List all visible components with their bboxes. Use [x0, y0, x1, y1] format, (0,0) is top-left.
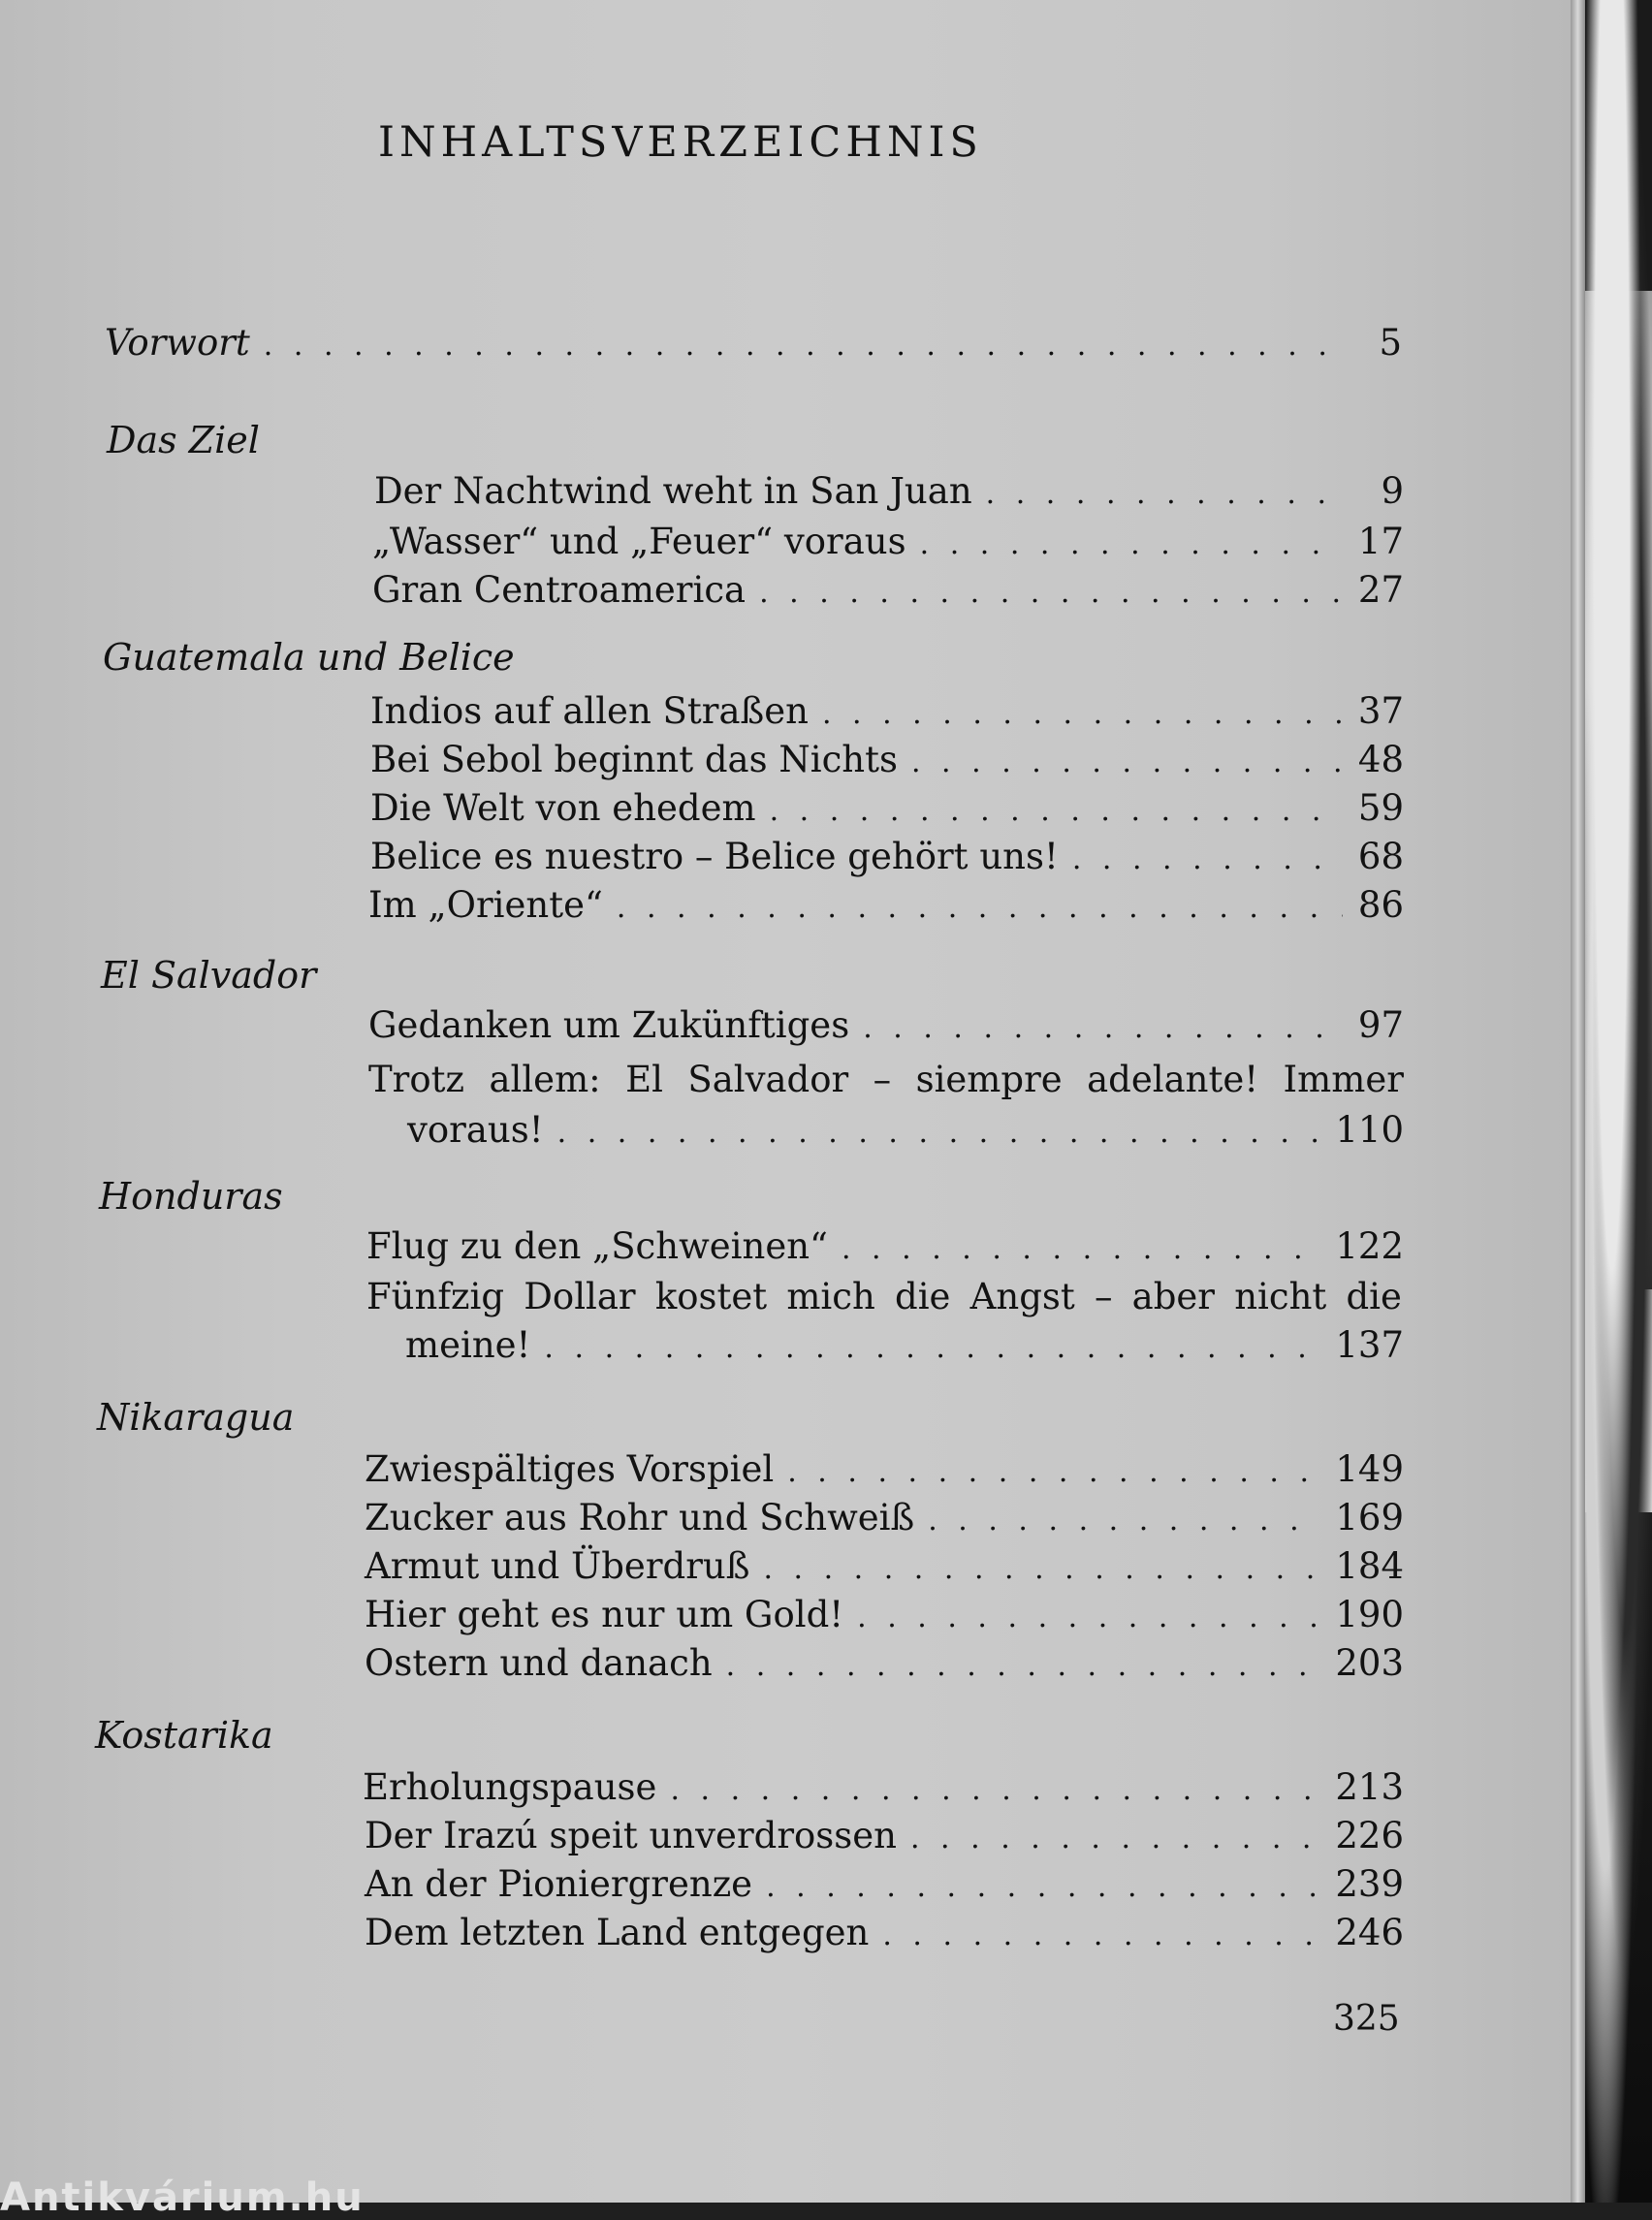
toc-entry-page: 246 [1335, 1912, 1404, 1953]
toc-entry [370, 739, 1404, 780]
word: nicht [1234, 1276, 1327, 1317]
leader-dots [920, 527, 1343, 561]
leader-dots [910, 1822, 1319, 1855]
word: Dollar [524, 1276, 636, 1317]
toc-entry [363, 1766, 1404, 1808]
leader-dots [670, 1773, 1319, 1807]
toc-entry-label: Zucker aus Rohr und Schweiß [365, 1497, 915, 1538]
toc-entry [370, 690, 1404, 732]
toc-entry [405, 1324, 1404, 1366]
section-heading: Das Ziel [107, 419, 260, 461]
word: die [895, 1276, 951, 1317]
toc-entry-page: 17 [1357, 521, 1404, 562]
toc-entry [372, 521, 1404, 562]
toc-entry-label: Armut und Überdruß [365, 1545, 750, 1587]
toc-entry-label: Dem letzten Land entgegen [365, 1912, 870, 1953]
word: mich [786, 1276, 875, 1317]
page-title: INHALTSVERZEICHNIS [378, 118, 983, 167]
section-heading: El Salvador [101, 954, 317, 997]
toc-entry-label: Belice es nuestro – Belice gehört uns! [370, 836, 1059, 877]
toc-entry [407, 1109, 1404, 1151]
toc-entry-page: 9 [1381, 470, 1404, 512]
toc-entry [365, 1912, 1404, 1953]
toc-entry-label: Der Nachtwind weht in San Juan [374, 470, 972, 512]
section-heading: Honduras [99, 1175, 283, 1218]
leader-dots [763, 1552, 1319, 1586]
word: – [873, 1059, 892, 1100]
toc-entry [365, 1642, 1404, 1684]
toc-entry-page: 86 [1357, 884, 1404, 926]
toc-entry-label: Zwiespältiges Vorspiel [365, 1448, 775, 1490]
leader-dots [726, 1649, 1320, 1683]
toc-entry-label: Indios auf allen Straßen [370, 690, 809, 732]
leader-dots [1072, 842, 1343, 876]
toc-entry [372, 569, 1404, 611]
toc-entry-page: 122 [1335, 1225, 1404, 1267]
toc-entry-label: Erholungspause [363, 1766, 657, 1808]
section-heading: Guatemala und Belice [103, 636, 515, 679]
leader-dots [911, 745, 1343, 779]
toc-entry-label: voraus! [407, 1109, 544, 1151]
word: Salvador [687, 1059, 849, 1100]
toc-entry-page: 48 [1357, 739, 1404, 780]
leader-dots [857, 1601, 1319, 1634]
toc-entry-page: 97 [1357, 1004, 1404, 1046]
toc-entry-label: Der Irazú speit unverdrossen [365, 1815, 897, 1856]
toc-entry [365, 1815, 1404, 1856]
toc-entry-line1 [368, 1059, 1404, 1100]
watermark: Antikvárium.hu [0, 2175, 365, 2220]
toc-entry-label: Gedanken um Zukünftiges [368, 1004, 850, 1046]
word: aber [1131, 1276, 1215, 1317]
toc-entry [366, 1225, 1404, 1267]
toc-entry-label: Ostern und danach [365, 1642, 713, 1684]
toc-entry [365, 1594, 1404, 1635]
toc-entry-label: „Wasser“ und „Feuer“ voraus [372, 521, 906, 562]
leader-dots [617, 891, 1343, 925]
toc-entry-vorwort [105, 322, 1402, 364]
word: Angst [969, 1276, 1075, 1317]
word: El [625, 1059, 663, 1100]
leader-dots [928, 1504, 1319, 1538]
toc-entry-label: Vorwort [105, 322, 250, 364]
leader-dots [863, 1011, 1343, 1045]
word: Immer [1283, 1059, 1404, 1100]
toc-entry-page: 5 [1379, 322, 1402, 364]
leader-dots [787, 1455, 1319, 1489]
toc-entry-label: Flug zu den „Schweinen“ [366, 1225, 828, 1267]
toc-entry-label: Die Welt von ehedem [370, 787, 756, 829]
page-edge [1571, 0, 1585, 2203]
toc-entry [368, 1004, 1404, 1046]
word: Fünfzig [366, 1276, 505, 1317]
toc-entry-label: meine! [405, 1324, 531, 1366]
word: – [1094, 1276, 1113, 1317]
toc-entry-page: 37 [1357, 690, 1404, 732]
word: kostet [654, 1276, 768, 1317]
toc-entry-label: An der Pioniergrenze [365, 1863, 753, 1905]
toc-entry-line1 [366, 1276, 1402, 1317]
word: die [1346, 1276, 1402, 1317]
toc-entry-label: Bei Sebol beginnt das Nichts [370, 739, 898, 780]
leader-dots [766, 1870, 1319, 1904]
leader-dots [544, 1331, 1319, 1365]
toc-entry [365, 1448, 1404, 1490]
toc-entry-page: 149 [1335, 1448, 1404, 1490]
toc-entry-page: 68 [1357, 836, 1404, 877]
toc-entry-page: 190 [1335, 1594, 1404, 1635]
toc-entry-page: 110 [1335, 1109, 1404, 1151]
toc-entry-page: 169 [1335, 1497, 1404, 1538]
facing-page-photo [1585, 0, 1652, 2203]
word: allem: [489, 1059, 601, 1100]
leader-dots [842, 1232, 1319, 1266]
toc-entry-page: 27 [1357, 569, 1404, 611]
toc-entry-page: 239 [1335, 1863, 1404, 1905]
toc-entry [370, 836, 1404, 877]
toc-entry [365, 1863, 1404, 1905]
toc-entry-page: 59 [1357, 787, 1404, 829]
leader-dots [759, 576, 1343, 610]
word: Trotz [368, 1059, 465, 1100]
toc-entry [368, 884, 1404, 926]
toc-entry-page: 137 [1335, 1324, 1404, 1366]
leader-dots [557, 1116, 1320, 1150]
toc-entry [365, 1497, 1404, 1538]
section-heading: Nikaragua [97, 1396, 295, 1439]
word: adelante! [1087, 1059, 1259, 1100]
toc-entry-label: Gran Centroamerica [372, 569, 747, 611]
toc-entry-page: 203 [1335, 1642, 1404, 1684]
toc-entry-label: Hier geht es nur um Gold! [365, 1594, 844, 1635]
page-number: 325 [1333, 1999, 1400, 2039]
toc-entry [374, 470, 1404, 512]
section-heading: Kostarika [95, 1714, 273, 1757]
leader-dots [822, 697, 1343, 731]
leader-dots [264, 329, 1344, 363]
toc-entry-page: 184 [1335, 1545, 1404, 1587]
toc-entry-label: Im „Oriente“ [368, 884, 603, 926]
toc-entry [370, 787, 1404, 829]
toc-entry-page: 226 [1335, 1815, 1404, 1856]
leader-dots [882, 1919, 1319, 1952]
word: siempre [915, 1059, 1063, 1100]
toc-entry-page: 213 [1335, 1766, 1404, 1808]
leader-dots [770, 794, 1343, 828]
toc-entry [365, 1545, 1404, 1587]
leader-dots [986, 477, 1346, 511]
